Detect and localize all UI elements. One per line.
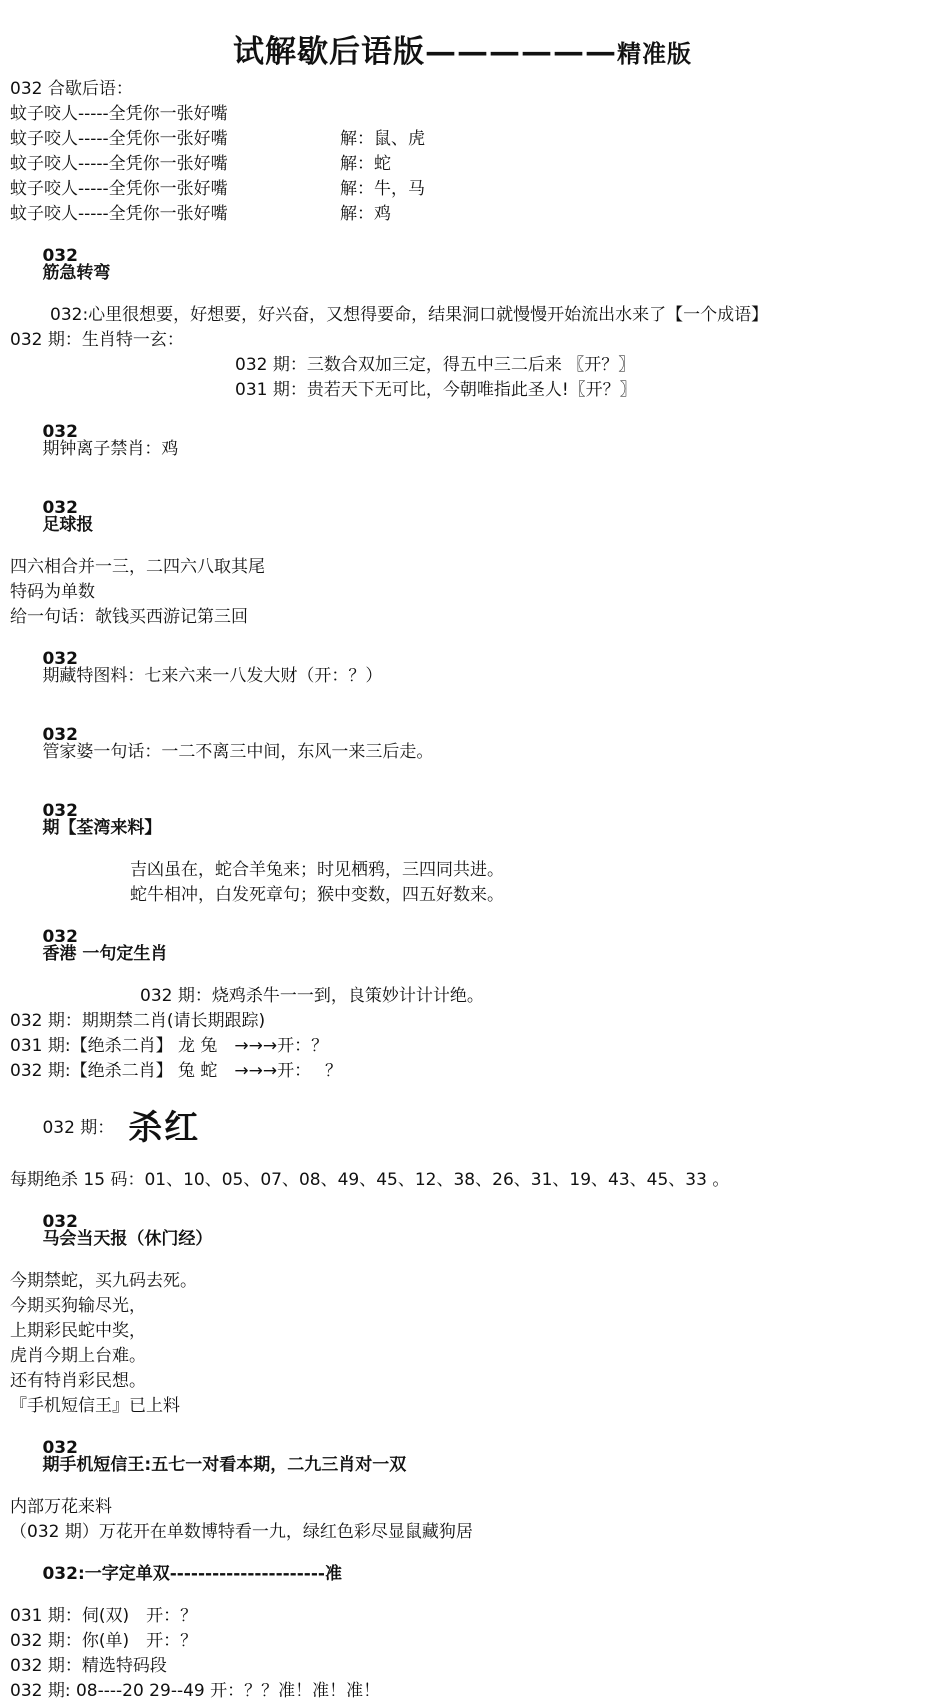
shahong-prefix: 032 期： bbox=[42, 1118, 115, 1138]
mahui-line: 今期买狗输尽光， bbox=[10, 1296, 146, 1316]
xiehouyu-row bbox=[10, 127, 911, 152]
yizi-sub-line: 032 期：你(单) 开：？ bbox=[10, 1631, 198, 1651]
yizi-sub-line: 031 期：伺(双) 开：？ bbox=[10, 1606, 198, 1626]
jin2x-line: 032 期:【绝杀二肖】 兔 蛇 →→→开： ？ bbox=[10, 1061, 343, 1081]
xiehouyu-text: 蚊子咬人-----全凭你一张好嘴 bbox=[10, 154, 228, 174]
jingxuan-heading: 032 期：精选特码段 bbox=[10, 1656, 167, 1676]
xiehouyu-row bbox=[10, 152, 911, 177]
sms-heading: 『手机短信王』已上料 bbox=[10, 1396, 180, 1416]
hongkong-number: 032 bbox=[42, 927, 78, 947]
zhongliz-number: 032 bbox=[42, 422, 78, 442]
xiehouyu-row bbox=[10, 102, 911, 127]
title-dash: —————— bbox=[425, 34, 617, 70]
cangte-text: 期藏特图料：七来六来一八发大财（开：？） bbox=[42, 666, 383, 686]
xiehouyu-answer-label: 解： bbox=[340, 204, 374, 224]
quanwan-title: 期【荃湾来料】 bbox=[42, 818, 162, 838]
zuqiu-line: 四六相合并一三，二四六八取其尾 bbox=[10, 557, 265, 577]
jinji-heading bbox=[10, 227, 911, 303]
document-body bbox=[0, 77, 925, 1704]
jin2x-line: 031 期:【绝杀二肖】 龙 兔 →→→开：？ bbox=[10, 1036, 329, 1056]
shengxiao-line: 032 期：三数合双加三定，得五中三二后来 〖开？〗 bbox=[235, 355, 636, 375]
jin2x-heading: 032 期：期期禁二肖(请长期跟踪) bbox=[10, 1011, 266, 1031]
xiehouyu-text: 蚊子咬人-----全凭你一张好嘴 bbox=[10, 179, 228, 199]
xiehouyu-answer-label: 解： bbox=[340, 154, 374, 174]
xiehouyu-answer: 鸡 bbox=[374, 204, 391, 224]
shahong-line: 每期绝杀 15 码：01、10、05、07、08、49、45、12、38、26、31、19、43、45、33 。 bbox=[10, 1170, 730, 1190]
title-sub: 精准版 bbox=[617, 39, 692, 68]
zuqiu-line: 给一句话：欹钱买西游记第三回 bbox=[10, 607, 248, 627]
neibu-line: （032 期）万花开在单数博特看一九，绿红色彩尽显鼠藏狗居 bbox=[10, 1522, 473, 1542]
zhongliz-text: 期钟离子禁肖：鸡 bbox=[42, 439, 179, 459]
quanwan-heading bbox=[10, 782, 911, 858]
jingxuan-line: 032 期: 08----20 29--49 开：？？准！准！准！ bbox=[10, 1681, 381, 1701]
xiehouyu-row bbox=[10, 202, 911, 227]
mahui-title: 马会当天报（休门经） bbox=[42, 1229, 213, 1249]
guanjiapo-number: 032 bbox=[42, 725, 78, 745]
mahui-line: 今期禁蛇，买九码去死。 bbox=[10, 1271, 197, 1291]
xiehouyu-row bbox=[10, 177, 911, 202]
cangte-number: 032 bbox=[42, 649, 78, 669]
hongkong-line: 032 期：烧鸡杀牛一一到，良策妙计计计绝。 bbox=[140, 986, 484, 1006]
guanjiapo-line bbox=[10, 706, 911, 782]
shahong-title: 杀红 bbox=[128, 1108, 201, 1148]
xiehouyu-answer-label: 解： bbox=[340, 179, 374, 199]
zuqiu-number: 032 bbox=[42, 498, 78, 518]
zhongliz-line bbox=[10, 403, 911, 479]
mahui-number: 032 bbox=[42, 1212, 78, 1232]
xiehouyu-text: 蚊子咬人-----全凭你一张好嘴 bbox=[10, 104, 228, 124]
jinji-title: 筋急转弯 bbox=[42, 263, 111, 283]
zuqiu-heading bbox=[10, 479, 911, 555]
hongkong-title: 香港 一句定生肖 bbox=[42, 944, 168, 964]
cangte-line bbox=[10, 630, 911, 706]
shengxiao-heading: 032 期：生肖特一玄： bbox=[10, 330, 184, 350]
jinji-body: 032:心里很想要，好想要，好兴奋，又想得要命，结果洞口就慢慢开始流出水来了【一个成语】 bbox=[50, 305, 769, 325]
xiehouyu-text: 蚊子咬人-----全凭你一张好嘴 bbox=[10, 204, 228, 224]
zuqiu-title: 足球报 bbox=[42, 515, 94, 535]
guanjiapo-text: 管家婆一句话：一二不离三中间，东风一来三后走。 bbox=[42, 742, 434, 762]
xiehouyu-text: 蚊子咬人-----全凭你一张好嘴 bbox=[10, 129, 228, 149]
xiehouyu-answer: 蛇 bbox=[374, 154, 391, 174]
yizi-text: :一字定单双----------------------准 bbox=[77, 1564, 342, 1584]
shengxiao-line: 031 期：贵若天下无可比，今朝唯指此圣人!〖开？〗 bbox=[235, 380, 637, 400]
sms-line bbox=[10, 1419, 911, 1495]
neibu-heading: 内部万花来料 bbox=[10, 1497, 112, 1517]
jinji-number: 032 bbox=[42, 246, 78, 266]
mahui-line: 虎肖今期上台难。 bbox=[10, 1346, 146, 1366]
quanwan-number: 032 bbox=[42, 801, 78, 821]
mahui-line: 上期彩民蛇中奖， bbox=[10, 1321, 146, 1341]
yizi-line bbox=[10, 1545, 911, 1604]
quanwan-line: 蛇牛相冲，白发死章句；猴中变数，四五好数来。 bbox=[130, 885, 504, 905]
xiehouyu-answer: 鼠、虎 bbox=[374, 129, 425, 149]
xiehouyu-answer-label: 解： bbox=[340, 129, 374, 149]
sms-text: 期手机短信王:五七一对看本期，二九三肖对一双 bbox=[42, 1455, 407, 1475]
xiehouyu-label: 032 合歇后语： bbox=[10, 79, 133, 99]
yizi-number: 032 bbox=[42, 1564, 78, 1584]
quanwan-line: 吉凶虽在，蛇合羊兔来；时见栖鸦，三四同共进。 bbox=[130, 860, 504, 880]
mahui-line: 还有特肖彩民想。 bbox=[10, 1371, 146, 1391]
title-main: 试解歇后语版 bbox=[233, 34, 425, 70]
page-title bbox=[0, 0, 925, 77]
zuqiu-line: 特码为单数 bbox=[10, 582, 95, 602]
sms-number: 032 bbox=[42, 1438, 78, 1458]
shahong-heading bbox=[10, 1084, 911, 1168]
hongkong-heading bbox=[10, 908, 911, 984]
mahui-heading bbox=[10, 1193, 911, 1269]
xiehouyu-answer: 牛，马 bbox=[374, 179, 425, 199]
